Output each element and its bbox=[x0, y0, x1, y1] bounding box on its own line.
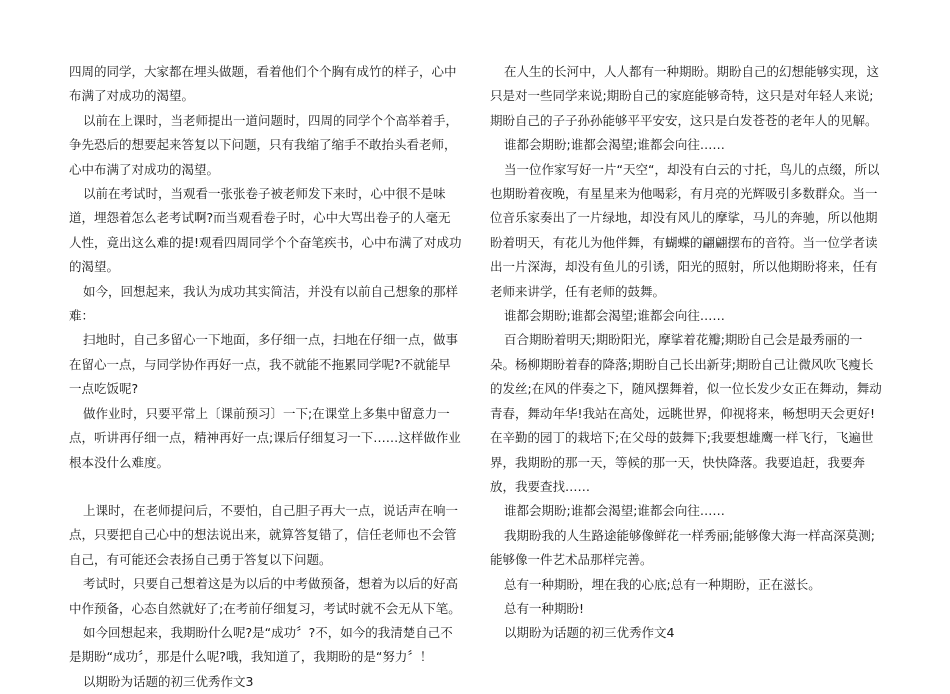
paragraph: 上课时，在老师提问后，不要怕，自己胆子再大一点，说话声在响一点，只要把自己心中的想法说出来，就算答复错了，信任老师也不会管自己，有可能还会表扬自己勇于答复以下问题。 bbox=[69, 502, 459, 567]
right-column bbox=[490, 60, 883, 646]
paragraph: 做作业时，只要平常上〔课前预习〕一下;在课堂上多集中留意力一点，听讲再仔细一点，精神再好一点;课后仔细复习一下……这样做作业根本没什么难度。 bbox=[69, 405, 461, 470]
paragraph: 如今，回想起来，我认为成功其实简洁，并没有以前自己想象的那样难： bbox=[69, 283, 459, 324]
paragraph: 四周的同学，大家都在埋头做题，看着他们个个胸有成竹的样子，心中布满了对成功的渴望。 bbox=[69, 64, 457, 104]
paragraph: 百合期盼着明天;期盼阳光，摩挲着花瓣;期盼自己会是最秀丽的一朵。杨柳期盼着春的降落;期盼自己长出新芽;期盼自己让微风吹飞瘦长的发丝;在风的伴奏之下，随风摆舞着，似一位长发少女正在舞动，舞动青春，舞动年华!我站在高处，远眺世界，仰视将来，畅想明天会更好!在辛勤的园丁的栽培下;在父母的鼓舞下;我要想雄鹰一样飞行，飞遍世界，我期盼的那一天，等候的那一天，快快降落。我要追赶，我要奔放，我要查找…… bbox=[490, 332, 882, 494]
paragraph: 总有一种期盼! bbox=[504, 600, 585, 616]
section-heading: 以期盼为话题的初三优秀作文4 bbox=[504, 625, 675, 641]
paragraph: 在人生的长河中，人人都有一种期盼。期盼自己的幻想能够实现，这只是对一些同学来说;期盼自己的家庭能够奇特，这只是对年轻人来说;期盼自己的子子孙孙能够平平安安，这只是白发苍苍的老年人的见解。 bbox=[490, 64, 880, 128]
paragraph-gap bbox=[69, 475, 462, 499]
paragraph: 扫地时，自己多留心一下地面，多仔细一点，扫地在仔细一点，做事在留心一点，与同学协作再好一点，我不就能不拖累同学呢?不就能早一点吃饭呢? bbox=[69, 332, 459, 397]
paragraph: 我期盼我的人生路途能够像鲜花一样秀丽;能够像大海一样高深莫测;能够像一件艺术品那样完善。 bbox=[490, 527, 875, 568]
section-heading: 以期盼为话题的初三优秀作文3 bbox=[83, 673, 254, 689]
paragraph: 当一位作家写好一片“天空“，却没有白云的寸托，鸟儿的点缀，所以也期盼着夜晚，有星星来为他喝彩，有月亮的光辉吸引多数群众。当一位音乐家奏出了一片绿地，却没有风儿的摩挲，马儿的奔驰，所以他期盼着明天，有花儿为他伴舞，有蝴蝶的翩翩摆布的音符。当一位学者读出一片深海，却没有鱼儿的引诱，阳光的照射，所以他期盼将来，任有老师来讲学，任有老师的鼓舞。 bbox=[490, 161, 880, 299]
left-column bbox=[69, 60, 462, 694]
paragraph: 如今回想起来，我期盼什么呢?是“成功〞?不，如今的我清楚自己不是期盼“成功〞，那是什么呢?哦，我知道了，我期盼的是“努力〞！ bbox=[69, 624, 453, 665]
refrain-line: 谁都会期盼;谁都会渴望;谁都会向往…… bbox=[504, 308, 725, 324]
refrain-line: 谁都会期盼;谁都会渴望;谁都会向往…… bbox=[504, 503, 725, 519]
paragraph: 考试时，只要自己想着这是为以后的中考做预备，想着为以后的好高中作预备，心态自然就好了;在考前仔细复习，考试时就不会无从下笔。 bbox=[69, 576, 461, 616]
refrain-line: 谁都会期盼;谁都会渴望;谁都会向往…… bbox=[504, 137, 725, 153]
paragraph: 总有一种期盼，埋在我的心底;总有一种期盼，正在滋长。 bbox=[504, 576, 821, 592]
paragraph: 以前在考试时，当观看一张张卷子被老师发下来时，心中很不是味道，埋怨着怎么老考试啊?而当观看卷子时，心中大骂出卷子的人毫无人性，竟出这么难的提!观看四周同学个个奋笔疾书，心中布满了对成功的渴望。 bbox=[69, 186, 462, 275]
paragraph: 以前在上课时，当老师提出一道问题时，四周的同学个个高举着手，争先恐后的想要起来答复以下问题，只有我缩了缩手不敢抬头看老师，心中布满了对成功的渴望。 bbox=[69, 112, 459, 177]
